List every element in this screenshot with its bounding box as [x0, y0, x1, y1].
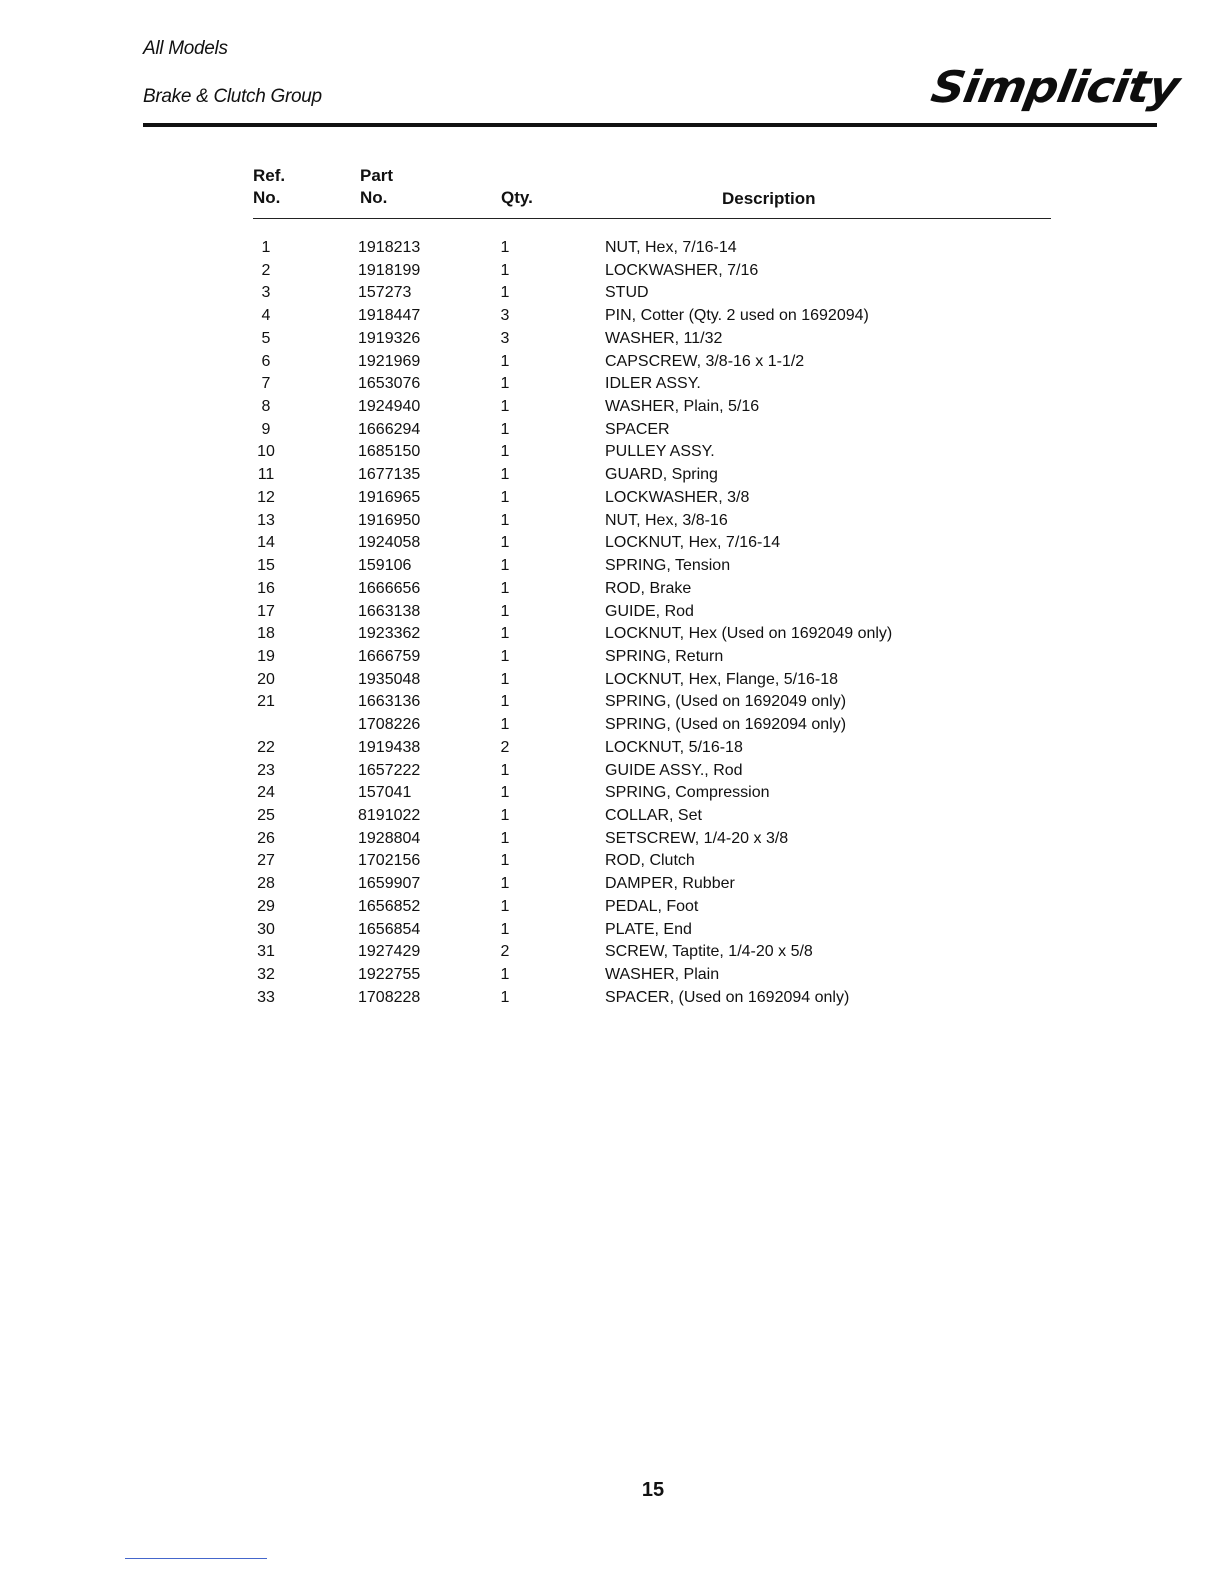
cell-part-no: 1702156 — [358, 852, 421, 870]
cell-description: ROD, Clutch — [605, 852, 695, 870]
table-row — [0, 328, 1224, 351]
cell-ref-no: 7 — [261, 375, 271, 393]
cell-ref-no: 14 — [257, 534, 275, 552]
cell-ref-no: 26 — [257, 829, 275, 847]
cell-description: STUD — [605, 284, 649, 302]
cell-ref-no: 28 — [257, 875, 275, 893]
cell-description: PULLEY ASSY. — [605, 443, 715, 461]
cell-part-no: 1916965 — [358, 488, 421, 506]
cell-ref-no: 20 — [257, 670, 275, 688]
cell-part-no: 1666759 — [358, 647, 421, 665]
table-row — [0, 464, 1224, 487]
table-row — [0, 737, 1224, 760]
table-row — [0, 419, 1224, 442]
cell-part-no: 1927429 — [358, 943, 421, 961]
table-row — [0, 646, 1224, 669]
cell-description: PEDAL, Foot — [605, 897, 699, 915]
cell-part-no: 1935048 — [358, 670, 421, 688]
cell-qty: 2 — [500, 738, 510, 756]
table-row — [0, 510, 1224, 533]
cell-ref-no: 16 — [257, 579, 275, 597]
cell-description: WASHER, Plain, 5/16 — [605, 398, 760, 416]
table-row — [0, 396, 1224, 419]
table-row — [0, 919, 1224, 942]
cell-description: COLLAR, Set — [605, 806, 702, 824]
cell-description: PLATE, End — [605, 920, 692, 938]
cell-part-no: 159106 — [358, 557, 412, 575]
table-row — [0, 850, 1224, 873]
column-header-ref-line2: No. — [253, 188, 281, 207]
table-row — [0, 691, 1224, 714]
cell-ref-no: 25 — [257, 806, 275, 824]
table-row — [0, 601, 1224, 624]
table-row — [0, 805, 1224, 828]
cell-ref-no: 12 — [257, 488, 275, 506]
table-row — [0, 555, 1224, 578]
cell-qty: 1 — [500, 920, 510, 938]
cell-description: GUIDE, Rod — [605, 602, 694, 620]
cell-description: GUARD, Spring — [605, 466, 718, 484]
table-row — [0, 237, 1224, 260]
cell-ref-no: 30 — [257, 920, 275, 938]
cell-part-no: 1653076 — [358, 375, 421, 393]
cell-qty: 1 — [500, 534, 510, 552]
cell-ref-no: 17 — [257, 602, 275, 620]
cell-qty: 1 — [500, 602, 510, 620]
cell-part-no: 1919438 — [358, 738, 421, 756]
cell-ref-no: 5 — [261, 329, 271, 347]
cell-description: PIN, Cotter (Qty. 2 used on 1692094) — [605, 307, 869, 325]
cell-ref-no: 18 — [257, 625, 275, 643]
cell-ref-no: 4 — [261, 307, 271, 325]
cell-qty: 3 — [500, 307, 510, 325]
cell-ref-no: 11 — [257, 466, 275, 484]
cell-qty: 1 — [500, 352, 510, 370]
cell-description: SPRING, Compression — [605, 784, 770, 802]
cell-qty: 1 — [500, 239, 510, 256]
cell-qty: 1 — [500, 716, 510, 734]
cell-description: SCREW, Taptite, 1/4-20 x 5/8 — [605, 943, 813, 961]
cell-qty: 1 — [500, 398, 510, 416]
cell-part-no: 1918447 — [358, 307, 421, 325]
cell-part-no: 1677135 — [358, 466, 421, 484]
table-row — [0, 623, 1224, 646]
cell-description: SPRING, (Used on 1692049 only) — [605, 693, 847, 711]
cell-qty: 1 — [500, 375, 510, 393]
cell-description: GUIDE ASSY., Rod — [605, 761, 743, 779]
table-row — [0, 441, 1224, 464]
cell-description: LOCKWASHER, 7/16 — [605, 261, 759, 279]
cell-ref-no: 19 — [257, 647, 275, 665]
cell-ref-no: 27 — [257, 852, 275, 870]
cell-part-no: 1919326 — [358, 329, 421, 347]
cell-qty: 1 — [500, 284, 510, 302]
cell-part-no: 1685150 — [358, 443, 421, 461]
header-group: Brake & Clutch Group — [143, 86, 322, 107]
cell-qty: 1 — [500, 852, 510, 870]
table-row — [0, 760, 1224, 783]
table-row — [0, 987, 1224, 1010]
table-row — [0, 282, 1224, 305]
table-row — [0, 669, 1224, 692]
cell-ref-no: 32 — [257, 966, 275, 983]
cell-ref-no: 13 — [257, 511, 275, 529]
cell-ref-no: 3 — [261, 284, 271, 302]
cell-part-no: 1924940 — [358, 398, 421, 416]
column-header-description: Description — [722, 189, 816, 208]
cell-description: DAMPER, Rubber — [605, 875, 735, 893]
cell-qty: 1 — [500, 693, 510, 711]
cell-part-no: 1656854 — [358, 920, 421, 938]
cell-part-no: 1916950 — [358, 511, 421, 529]
cell-ref-no: 9 — [261, 420, 271, 438]
header-models: All Models — [143, 38, 228, 59]
cell-part-no: 1918213 — [358, 239, 421, 256]
cell-description: IDLER ASSY. — [605, 375, 701, 393]
cell-qty: 1 — [500, 488, 510, 506]
column-header-qty: Qty. — [501, 188, 533, 207]
table-row — [0, 782, 1224, 805]
table-row — [0, 896, 1224, 919]
cell-part-no: 1923362 — [358, 625, 421, 643]
cell-description: LOCKNUT, 5/16-18 — [605, 738, 743, 756]
cell-part-no: 8191022 — [358, 806, 421, 824]
cell-ref-no: 6 — [261, 352, 271, 370]
cell-ref-no: 10 — [257, 443, 275, 461]
cell-ref-no: 22 — [257, 738, 275, 756]
cell-description: SPRING, Tension — [605, 557, 731, 575]
cell-description: WASHER, 11/32 — [605, 329, 723, 347]
cell-qty: 1 — [500, 988, 510, 1006]
column-header-part-line1: Part — [360, 166, 394, 185]
table-row — [0, 373, 1224, 396]
cell-qty: 1 — [500, 261, 510, 279]
brand-logo: Simplicity — [927, 61, 1183, 113]
cell-qty: 1 — [500, 647, 510, 665]
cell-part-no: 1666294 — [358, 420, 421, 438]
cell-qty: 2 — [500, 943, 510, 961]
cell-part-no: 1663138 — [358, 602, 421, 620]
cell-qty: 1 — [500, 875, 510, 893]
cell-part-no: 1922755 — [358, 966, 421, 983]
cell-part-no: 1708226 — [358, 716, 421, 734]
cell-ref-no: 1 — [261, 239, 271, 256]
cell-part-no: 1657222 — [358, 761, 421, 779]
cell-description: CAPSCREW, 3/8-16 x 1-1/2 — [605, 352, 805, 370]
column-header-ref — [253, 165, 285, 209]
cell-ref-no: 15 — [257, 557, 275, 575]
table-row — [0, 873, 1224, 896]
cell-qty: 1 — [500, 511, 510, 529]
cell-description: LOCKNUT, Hex, 7/16-14 — [605, 534, 781, 552]
cell-ref-no: 2 — [261, 261, 271, 279]
cell-qty: 3 — [500, 329, 510, 347]
column-header-part — [360, 165, 393, 209]
cell-description: ROD, Brake — [605, 579, 692, 597]
cell-qty: 1 — [500, 761, 510, 779]
cell-description: LOCKNUT, Hex, Flange, 5/16-18 — [605, 670, 838, 688]
cell-qty: 1 — [500, 897, 510, 915]
cell-description: SPACER — [605, 420, 670, 438]
cell-description: NUT, Hex, 7/16-14 — [605, 239, 737, 256]
cell-ref-no: 8 — [261, 398, 271, 416]
cell-ref-no: 24 — [257, 784, 275, 802]
cell-ref-no: 31 — [257, 943, 275, 961]
table-row — [0, 532, 1224, 555]
table-rule — [253, 218, 1051, 219]
cell-part-no: 1921969 — [358, 352, 421, 370]
cell-part-no: 1924058 — [358, 534, 421, 552]
cell-ref-no: 23 — [257, 761, 275, 779]
cell-description: SPRING, Return — [605, 647, 724, 665]
table-row — [0, 828, 1224, 851]
cell-qty: 1 — [500, 625, 510, 643]
cell-part-no: 1656852 — [358, 897, 421, 915]
table-row — [0, 964, 1224, 987]
cell-qty: 1 — [500, 670, 510, 688]
cell-qty: 1 — [500, 557, 510, 575]
cell-description: SETSCREW, 1/4-20 x 3/8 — [605, 829, 789, 847]
cell-part-no: 157041 — [358, 784, 412, 802]
page-number: 15 — [641, 1479, 665, 1501]
cell-part-no: 1666656 — [358, 579, 421, 597]
table-row — [0, 578, 1224, 601]
cell-qty: 1 — [500, 784, 510, 802]
cell-qty: 1 — [500, 806, 510, 824]
cell-description: NUT, Hex, 3/8-16 — [605, 511, 728, 529]
footer-rule — [125, 1558, 267, 1559]
cell-qty: 1 — [500, 466, 510, 484]
cell-ref-no: 33 — [257, 988, 275, 1006]
cell-qty: 1 — [500, 443, 510, 461]
cell-ref-no: 29 — [257, 897, 275, 915]
cell-part-no: 1659907 — [358, 875, 421, 893]
table-row — [0, 714, 1224, 737]
parts-list — [0, 237, 1224, 1009]
cell-description: SPACER, (Used on 1692094 only) — [605, 988, 850, 1006]
cell-qty: 1 — [500, 966, 510, 983]
column-header-part-line2: No. — [360, 188, 388, 207]
cell-qty: 1 — [500, 829, 510, 847]
table-row — [0, 941, 1224, 964]
table-row — [0, 305, 1224, 328]
cell-part-no: 1918199 — [358, 261, 421, 279]
column-header-ref-line1: Ref. — [253, 166, 286, 185]
cell-qty: 1 — [500, 579, 510, 597]
table-row — [0, 487, 1224, 510]
header-rule — [143, 123, 1157, 127]
cell-description: SPRING, (Used on 1692094 only) — [605, 716, 847, 734]
table-row — [0, 260, 1224, 283]
cell-part-no: 157273 — [358, 284, 412, 302]
table-row — [0, 351, 1224, 374]
cell-description: LOCKWASHER, 3/8 — [605, 488, 750, 506]
cell-part-no: 1928804 — [358, 829, 421, 847]
cell-description: LOCKNUT, Hex (Used on 1692049 only) — [605, 625, 893, 643]
cell-part-no: 1708228 — [358, 988, 421, 1006]
cell-part-no: 1663136 — [358, 693, 421, 711]
cell-description: WASHER, Plain — [605, 966, 720, 983]
cell-qty: 1 — [500, 420, 510, 438]
cell-ref-no: 21 — [257, 693, 275, 711]
